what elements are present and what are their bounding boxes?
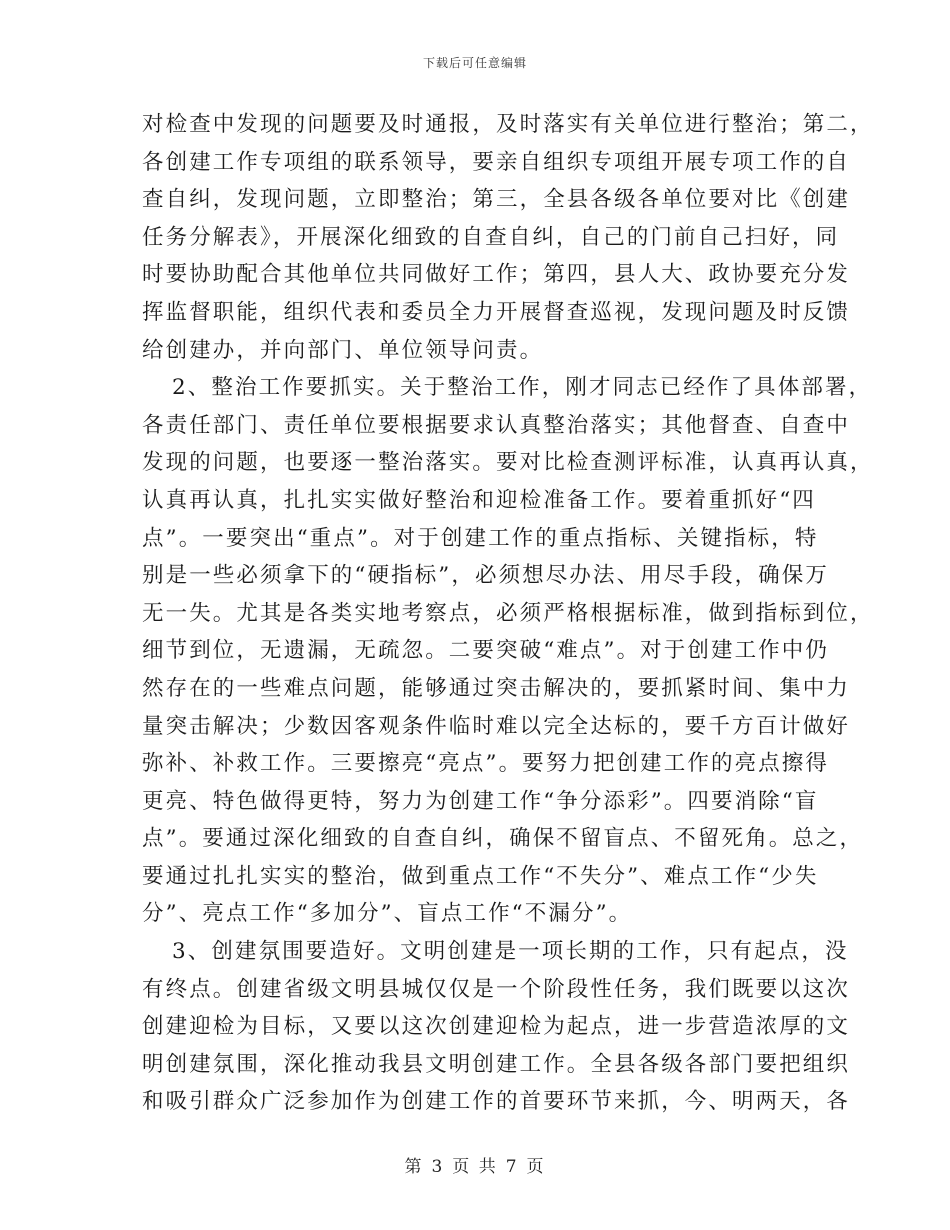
text-line: 细节到位，无遗漏，无疏忽。二要突破“难点”。对于创建工作中仍: [142, 638, 829, 664]
text-line: 别是一些必须拿下的“硬指标”，必须想尽办法、用尽手段，确保万: [142, 563, 829, 589]
text-line: 更亮、特色做得更特，努力为创建工作“争分添彩”。四要消除“盲: [142, 788, 819, 814]
text-line: 给创建办，并向部门、单位领导问责。: [142, 337, 544, 363]
text-line: 各责任部门、责任单位要根据要求认真整治落实；其他督查、自查中: [142, 412, 851, 438]
text-line: 有终点。创建省级文明县城仅仅是一个阶段性任务，我们既要以这次: [142, 976, 851, 1002]
text-line: 创建迎检为目标，又要以这次创建迎检为起点，进一步营造浓厚的文: [142, 1014, 851, 1040]
text-line: 查自纠，发现问题，立即整治；第三，全县各级各单位要对比《创建: [142, 187, 851, 213]
text-line: 任务分解表》，开展深化细致的自查自纠，自己的门前自己扫好，同: [142, 224, 840, 250]
paragraph-start-line: 2、整治工作要抓实。关于整治工作，刚才同志已经作了具体部署，: [172, 375, 873, 401]
text-line: 量突击解决；少数因客观条件临时难以完全达标的，要千方百计做好: [142, 713, 851, 739]
text-line: 对检查中发现的问题要及时通报，及时落实有关单位进行整治；第二，: [142, 112, 874, 137]
page-number: [0, 1152, 950, 1177]
text-line: 挥监督职能，组织代表和委员全力开展督查巡视，发现问题及时反馈: [142, 299, 851, 325]
paragraph-start-line: 3、创建氛围要造好。文明创建是一项长期的工作，只有起点，没: [172, 939, 849, 965]
text-line: 分”、亮点工作“多加分”、盲点工作“不漏分”。: [142, 901, 633, 927]
page-number-suffix: 页: [526, 1157, 546, 1177]
text-line: 时要协助配合其他单位共同做好工作；第四，县人大、政协要充分发: [142, 262, 851, 288]
page-number-middle: 页 共: [452, 1157, 498, 1177]
text-line: 点”。要通过深化细致的自查自纠，确保不留盲点、不留死角。总之，: [142, 826, 864, 852]
text-line: 要通过扎扎实实的整治，做到重点工作“不失分”、难点工作“少失: [142, 863, 819, 889]
page-number-prefix: 第: [404, 1157, 424, 1177]
text-line: 发现的问题，也要逐一整治落实。要对比检查测评标准，认真再认真，: [142, 450, 874, 476]
text-line: 然存在的一些难点问题，能够通过突击解决的，要抓紧时间、集中力: [142, 675, 851, 701]
text-line: 各创建工作专项组的联系领导，要亲自组织专项组开展专项工作的自: [142, 149, 851, 175]
document-body: [142, 106, 874, 1121]
text-line: 弥补、补救工作。三要擦亮“亮点”。要努力把创建工作的亮点擦得: [142, 751, 829, 777]
text-line: 认真再认真，扎扎实实做好整治和迎检准备工作。要着重抓好“四: [142, 487, 816, 513]
page-number-total: 7: [505, 1157, 519, 1177]
text-line: 明创建氛围，深化推动我县文明创建工作。全县各级各部门要把组织: [142, 1051, 851, 1077]
text-line: 点”。一要突出“重点”。对于创建工作的重点指标、关键指标，特: [142, 525, 819, 551]
text-line: 和吸引群众广泛参加作为创建工作的首要环节来抓，今、明两天，各: [142, 1089, 851, 1115]
text-line: 无一失。尤其是各类实地考察点，必须严格根据标准，做到指标到位，: [142, 600, 874, 626]
page-number-current: 3: [431, 1157, 445, 1177]
page-header-note: 下载后可任意编辑: [422, 56, 527, 70]
